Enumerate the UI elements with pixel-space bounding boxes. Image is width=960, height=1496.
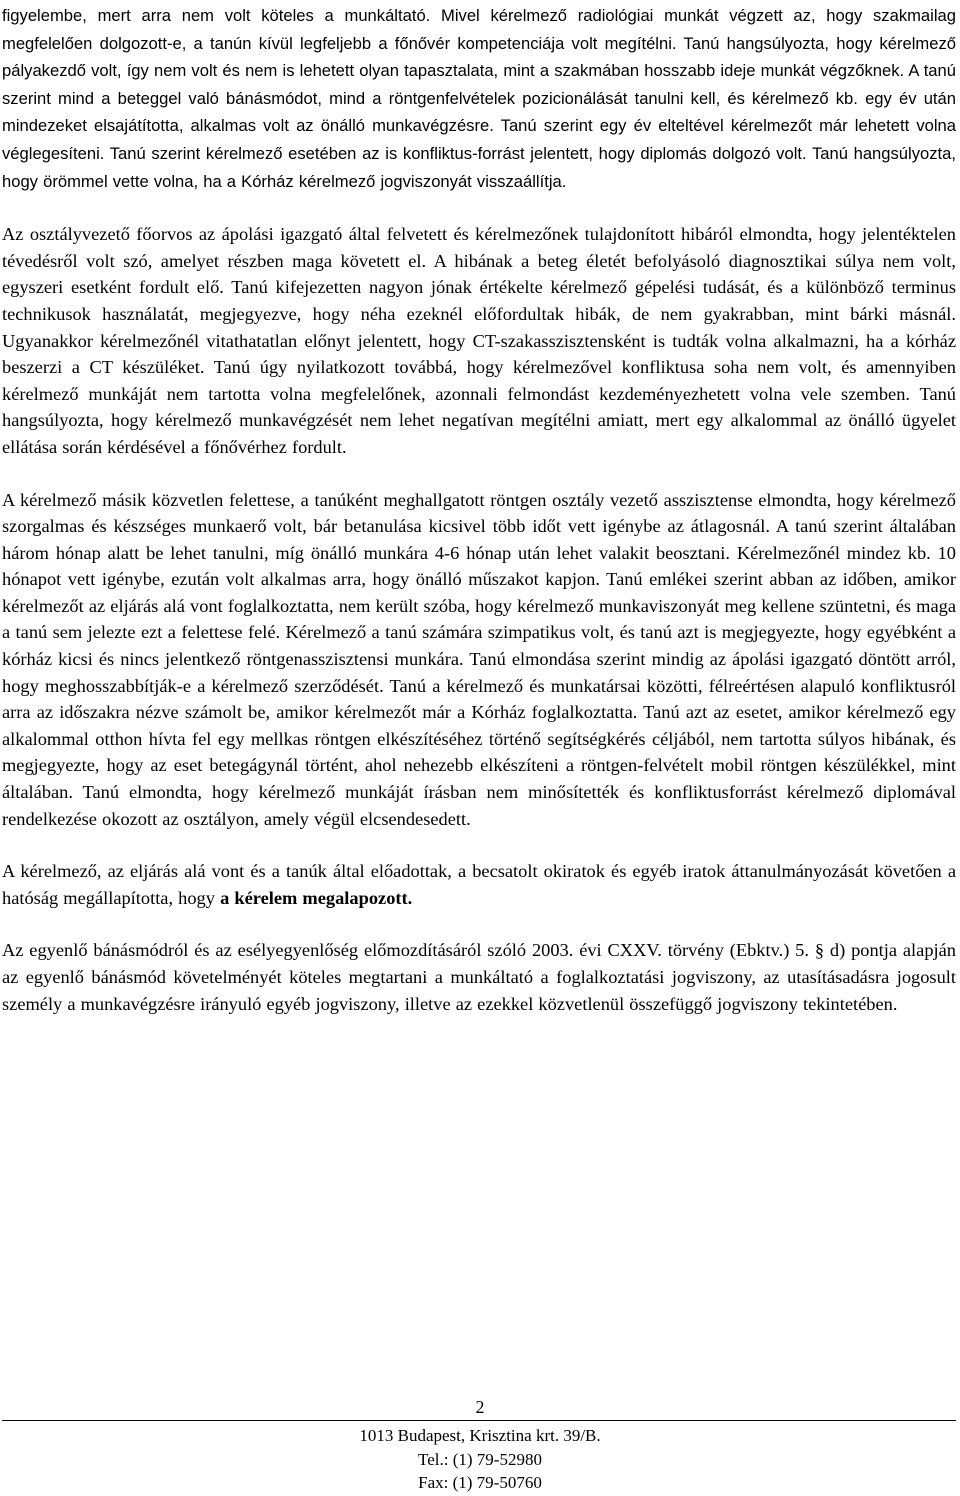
footer-divider bbox=[2, 1420, 956, 1421]
paragraph-authority-finding bbox=[2, 858, 956, 911]
paragraph-supervisor-testimony: A kérelmező másik közvetlen felettese, a tanúként meghallgatott röntgen osztály vezető asszisztense elmondta, hogy kérelmező szorgalmas és készséges munkaerő volt, bár betanulása kicsivel több időt vett igénybe az átlagosnál. A tanú szerint általában három hónap alatt be lehet tanulni, míg önálló munkára 4-6 hónap után lehet valakit beosztani. Kérelmezőnél mindez kb. 10 hónapot vett igénybe, ezután volt alkalmas arra, hogy önálló műszakot kapjon. Tanú emlékei szerint abban az időben, amikor kérelmezőt az eljárás alá vont foglalkoztatta, nem került szóba, hogy kérelmező munkaviszonyát meg kellene szüntetni, és maga a tanú sem jelezte ezt a felettese felé. Kérelmező a tanú számára szimpatikus volt, és tanú azt is megjegyezte, hogy egyébként a kórház kicsi és nincs jelentkező röntgenasszisztensi munkára. Tanú elmondása szerint mindig az ápolási igazgató döntött arról, hogy meghosszabbítják-e a kérelmező szerződését. Tanú a kérelmező és munkatársai közötti, félreértésen alapuló konfliktusról arra az időszakra nézve számolt be, amikor kérelmezőt már a Kórház foglalkoztatta. Tanú azt az esetet, amikor kérelmező egy alkalommal otthon hívta fel egy mellkas röntgen elkészítéséhez történő segítségkérés céljából, nem tartotta súlyos hibának, és megjegyezte, hogy az eset betegágynál történt, ahol nehezebb elkészíteni a röntgen-felvételt mobil röntgen készülékkel, mint általában. Tanú elmondta, hogy kérelmező munkáját írásban nem minősítették és konfliktusforrást kérelmező diplomával rendelkezése okozott az osztályon, amely végül elcsendesedett. bbox=[2, 489, 956, 829]
paragraph-witness-testimony-1 bbox=[2, 2, 956, 195]
paragraph-gap bbox=[2, 195, 956, 221]
paragraph-gap bbox=[2, 461, 956, 487]
paragraph-1-part-b: Tanú hangsúlyozta, hogy kérelmező pályakezdő volt, így nem volt és nem is lehetett olyan tapasztalata, mint a szakmában hosszabb ideje munkát végzőknek. A tanú szerint mind a beteggel való bánásmódot, mind a röntgenfelvételek pozicionálását tanulni kell, és kérelmező kb. egy év után mindezeket elsajátította, alkalmas volt az önálló munkavégzésre. Tanú szerint egy év elteltével kérelmezőt már lehetett volna véglegesíteni. Tanú szerint kérelmező esetében az is konfliktus-forrást jelentett, hogy diplomás dolgozó volt. Tanú hangsúlyozta, hogy örömmel vette volna, ha a Kórház kérelmező jogviszonyát visszaállítja. bbox=[2, 33, 956, 191]
finding-text: A kérelmező, az eljárás alá vont és a tanúk által előadottak, a becsatolt okiratok és egyéb iratok áttanulmányozását követően a hatóság megállapította, hogy bbox=[2, 861, 956, 908]
document-body bbox=[2, 2, 956, 1017]
paragraph-gap bbox=[2, 911, 956, 937]
footer-fax: Fax: (1) 79-50760 bbox=[418, 1473, 542, 1492]
paragraph-gap bbox=[2, 832, 956, 858]
paragraph-chief-physician-testimony: Az osztályvezető főorvos az ápolási igazgató által felvetett és kérelmezőnek tulajdonított hibáról elmondta, hogy jelentéktelen tévedésről volt szó, amelyet részben maga követett el. A hibának a beteg életét befolyásoló diagnosztikai súlya nem volt, egyszeri esetként fordult elő. Tanú kifejezetten nagyon jónak értékelte kérelmező gépelési tudását, és a különböző terminus technikusok használatát, megjegyezve, hogy néha ezeknél előfordultak hibák, de nem gyakrabban, mint bárki másnál. Ugyanakkor kérelmezőnél vitathatatlan előnyt jelentett, hogy CT-szakasszisztensként is tudták volna alkalmazni, ha a kórház beszerzi a CT készüléket. Tanú úgy nyilatkozott továbbá, hogy kérelmezővel konfliktusa soha nem volt, és amennyiben kérelmező munkáját nem tartotta volna megfelelőnek, azonnali felmondást kezdeményezhetett volna vele szemben. Tanú hangsúlyozta, hogy kérelmező munkavégzését nem lehet negatívan megítélni amiatt, mert egy alkalommal az önálló ügyelet ellátása során kérdésével a főnővérhez fordult. bbox=[2, 224, 956, 457]
footer bbox=[0, 1424, 960, 1495]
paragraph-1-part-a: figyelembe, mert arra nem volt köteles a munkáltató. Mivel kérelmező radiológiai munkát végzett az, hogy szakmailag megfelelően dolgozott-e, a tanún kívül legfeljebb a főnővér kompetenciája volt megítélni. bbox=[2, 6, 956, 53]
finding-conclusion: a kérelem megalapozott. bbox=[220, 887, 413, 908]
footer-phone: Tel.: (1) 79-52980 bbox=[418, 1449, 542, 1469]
footer-address: 1013 Budapest, Krisztina krt. 39/B. bbox=[359, 1426, 601, 1445]
paragraph-legal-basis: Az egyenlő bánásmódról és az esélyegyenlőség előmozdításáról szóló 2003. évi CXXV. törvény (Ebktv.) 5. § d) pontja alapján az egyenlő bánásmód követelményét köteles megtartani a munkáltató a foglalkoztatási jogviszony, az utasításadásra jogosult személy a munkavégzésre irányuló egyéb jogviszony, illetve az ezekkel közvetlenül összefüggő jogviszony tekintetében. bbox=[2, 940, 956, 1014]
page-number: 2 bbox=[475, 1397, 485, 1417]
